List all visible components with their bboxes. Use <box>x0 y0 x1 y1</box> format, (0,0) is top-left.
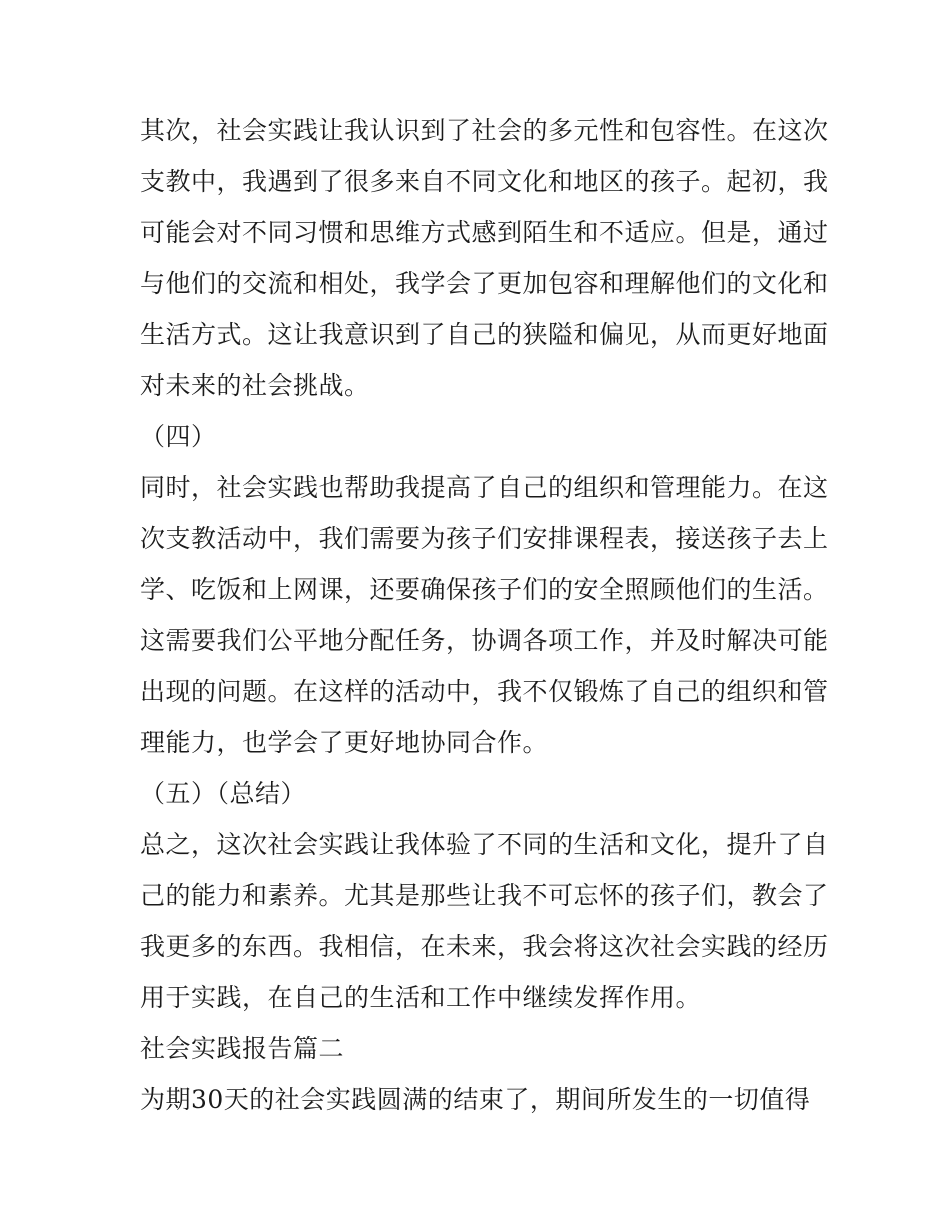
text-line: 这需要我们公平地分配任务，协调各项工作，并及时解决可能 <box>140 626 829 655</box>
section-heading-five-summary: （五）（总结） <box>140 779 307 808</box>
text-line: 学、吃饭和上网课，还要确保孩子们的安全照顾他们的生活。 <box>140 575 829 604</box>
text-line: 己的能力和素养。尤其是那些让我不可忘怀的孩子们，教会了 <box>140 881 829 910</box>
paragraph-report-two-intro <box>140 1074 820 1125</box>
text-line: 支教中，我遇到了很多来自不同文化和地区的孩子。起初，我 <box>140 167 829 196</box>
text-line: 其次，社会实践让我认识到了社会的多元性和包容性。在这次 <box>140 116 829 145</box>
text-line: 我更多的东西。我相信，在未来，我会将这次社会实践的经历 <box>140 932 829 961</box>
text-line: 总之，这次社会实践让我体验了不同的生活和文化，提升了自 <box>140 830 829 859</box>
text-line: 与他们的交流和相处，我学会了更加包容和理解他们的文化和 <box>140 269 829 298</box>
text-line: 可能会对不同习惯和思维方式感到陌生和不适应。但是，通过 <box>140 218 829 247</box>
text-line: 生活方式。这让我意识到了自己的狭隘和偏见，从而更好地面 <box>140 320 829 349</box>
text-line: 出现的问题。在这样的活动中，我不仅锻炼了自己的组织和管 <box>140 677 829 706</box>
text-line: 对未来的社会挑战。 <box>140 371 370 400</box>
text-line: 同时，社会实践也帮助我提高了自己的组织和管理能力。在这 <box>140 473 829 502</box>
report-title-part-two: 社会实践报告篇二 <box>140 1034 345 1063</box>
text-line: 理能力，也学会了更好地协同合作。 <box>140 728 549 757</box>
paragraph-diversity <box>140 105 829 411</box>
text-line: 次支教活动中，我们需要为孩子们安排课程表，接送孩子去上 <box>140 524 829 553</box>
text-line: 为期30天的社会实践圆满的结束了，期间所发生的一切值得 <box>140 1085 811 1114</box>
paragraph-summary <box>140 819 829 1023</box>
document-body <box>140 105 829 1125</box>
text-line: 用于实践，在自己的生活和工作中继续发挥作用。 <box>140 983 702 1012</box>
section-heading-four: （四） <box>140 422 217 451</box>
paragraph-organization <box>140 462 829 768</box>
